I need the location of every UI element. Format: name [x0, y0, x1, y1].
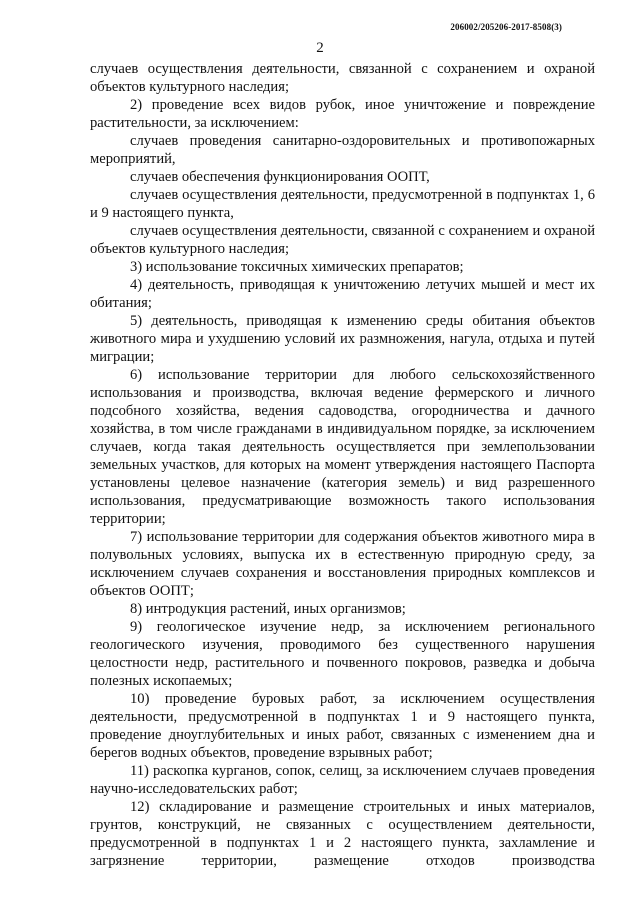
page-number: 2: [316, 40, 324, 56]
paragraph: случаев проведения санитарно-оздоровительных и противопожарных мероприятий,: [90, 133, 595, 167]
document-body: [90, 60, 595, 870]
paragraph: 8) интродукция растений, иных организмов;: [130, 601, 406, 617]
paragraph: 7) использование территории для содержания объектов животного мира в полувольных условиях, выпуска их в естественную природную среду, за исключением случаев сохранения и восстановления природных комплексов и объектов ООПТ;: [90, 529, 595, 599]
paragraph: 6) использование территории для любого сельскохозяйственного использования и производства, включая ведение фермерского и личного подсобного хозяйства, ведения садоводства, огородничества и дачного хозяйства, в том числе гражданами в индивидуальном порядке, за исключением случаев, когда такая деятельность осуществляется при землепользовании земельных участков, для которых на момент утверждения настоящего Паспорта установлены целевое назначение (категория земель) и вид разрешенного использования, предусматривающие возможность такого использования территории;: [90, 367, 595, 527]
paragraph: 4) деятельность, приводящая к уничтожению летучих мышей и мест их обитания;: [90, 277, 595, 311]
paragraph: 5) деятельность, приводящая к изменению среды обитания объектов животного мира и ухудшению условий их размножения, нагула, отдыха и путей миграции;: [90, 313, 595, 365]
paragraph: 9) геологическое изучение недр, за исключением регионального геологического изучения, проводимого без существенного нарушения целостности недр, растительного и почвенного покровов, разведка и добыча полезных ископаемых;: [90, 619, 595, 689]
paragraph: случаев осуществления деятельности, предусмотренной в подпунктах 1, 6 и 9 настоящего пункта,: [90, 187, 595, 221]
paragraph: случаев обеспечения функционирования ООПТ,: [130, 169, 430, 185]
paragraph: 10) проведение буровых работ, за исключением осуществления деятельности, предусмотренной в подпунктах 1 и 9 настоящего пункта, проведение дноуглубительных и иных работ, связанных с изменением дна и берегов водных объектов, проведение взрывных работ;: [90, 691, 595, 761]
document-id: 206002/205206-2017-8508(3): [450, 22, 562, 32]
paragraph: случаев осуществления деятельности, связанной с сохранением и охраной объектов культурного наследия;: [90, 223, 595, 257]
paragraph: 3) использование токсичных химических препаратов;: [130, 259, 464, 275]
paragraph: 11) раскопка курганов, сопок, селищ, за исключением случаев проведения научно-исследовательских работ;: [90, 763, 595, 797]
paragraph: 12) складирование и размещение строительных и иных материалов, грунтов, конструкций, не связанных с осуществлением деятельности, предусмотренной в подпунктах 1 и 2 настоящего пункта, захламление и загрязнение территории, размещение отходов производства: [90, 799, 595, 869]
paragraph: 2) проведение всех видов рубок, иное уничтожение и повреждение растительности, за исключением:: [90, 97, 595, 131]
paragraph: случаев осуществления деятельности, связанной с сохранением и охраной объектов культурного наследия;: [90, 61, 595, 95]
